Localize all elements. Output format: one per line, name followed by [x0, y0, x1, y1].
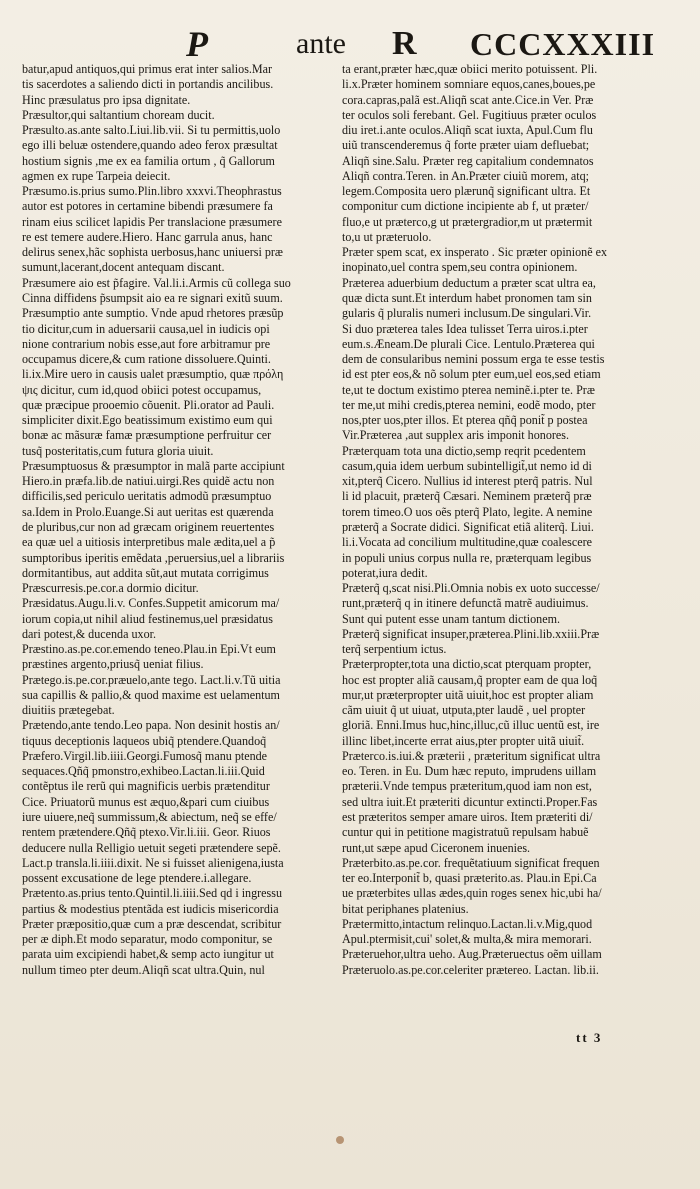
text-line: casum,quia idem uerbum subintelligit̃,ut nemo id di — [342, 458, 592, 473]
folio-number: CCCXXXIII — [470, 26, 656, 62]
text-line: Apul.ptermisit,cui' solet,& multa,& mira memorari. — [342, 932, 592, 947]
text-line: te,ut te doctum existimo pterea neminẽ.i.pter te. Præ — [342, 382, 595, 397]
running-head — [0, 24, 700, 64]
text-line: Præterbito.as.pe.cor. frequẽtatiuum significat frequen — [342, 855, 600, 870]
text-line: agmen ex rupe Tarpeia deiecit. — [22, 168, 171, 183]
text-line: quæ dicta sunt.Et interdum habet pronomen tam sin — [342, 290, 592, 305]
text-line: Lact.p transla.li.iiii.dixit. Ne si fuisset alienigena,iusta — [22, 855, 284, 870]
text-line: diu iret.i.ante oculos.Aliqñ scat iuxta, Apul.Cum flu — [342, 123, 593, 138]
text-line: sed ultra iuit.Et præteriti dicuntur extincti.Proper.Fas — [342, 794, 598, 809]
text-line: præterq̃ a Socrate didici. Significat etiã aliterq̃. Liui. — [342, 519, 594, 534]
text-line: Prætego.is.pe.cor.præuelo,ante tego. Lact.li.v.Tũ uitia — [22, 672, 281, 687]
text-line: hoc est propter aliã causam,q̃ propter eam de qua loq̃ — [342, 672, 598, 687]
left-column — [22, 62, 340, 978]
text-line: cuntur qui in petitione magistratuũ repulsam habuẽ — [342, 825, 589, 840]
text-line: Præsultor,qui saltantium choream ducit. — [22, 107, 215, 122]
text-line: fluo,e ut præterco,g ut prætergradior,m ut prætermit — [342, 214, 593, 229]
text-line: præterii.Vnde tempus præteritum,quod iam non est, — [342, 779, 592, 794]
text-line: Prætermitto,intactum relinquo.Lactan.li.v.Mig,quod — [342, 916, 593, 931]
text-line: torem timeo.O uos oẽs pterq̃ Plato, legite. A nemine — [342, 504, 593, 519]
text-line: Præstino.as.pe.cor.emendo teneo.Plau.in Epi.Vt eum — [22, 642, 276, 657]
text-line: eo. Teren. in Eu. Dum hæc reputo, imprudens uillam — [342, 764, 597, 779]
text-line: Si duo præterea tales Idea tulisset Terra uiros.i.pter — [342, 321, 588, 336]
text-line: Præterpropter,tota una dictio,scat pterquam propter, — [342, 657, 592, 672]
text-line: rentem prætendere.Qñq̃ ptexo.Vir.li.iii. Geor. Riuos — [22, 825, 271, 840]
text-line: Præterq̃ q,scat nisi.Pli.Omnia nobis ex uoto successe/ — [342, 581, 600, 596]
running-head-letter: R — [392, 25, 417, 62]
text-line: sumptoribus iperitis emẽdata ,peruersius,uel a librariis — [22, 550, 285, 565]
text-line: gularis q̃ pluralis numeri inclusum.De singulari.Vir. — [342, 306, 592, 321]
text-line: Cinna diffidens p̃sumpsit aio ea re signari exitũ suum. — [22, 290, 283, 305]
text-line: Præsulto.as.ante salto.Liui.lib.vii. Si tu permittis,uolo — [22, 123, 281, 138]
text-line: tusq̃ posteritatis,cum futura gloria uiuit. — [22, 443, 214, 458]
text-line: præstines argento,priusq̃ ueniat filius. — [22, 657, 204, 672]
text-line: quæ præcipue prooemio cõuenit. Pli.orator ad Pauli. — [22, 397, 275, 412]
text-line: inopinato,uel contra spem,seu contra opinionem. — [342, 260, 578, 275]
text-line: diuitiis prætegebat. — [22, 703, 115, 718]
text-line: nos,pter uos,pter illos. Et pterea qñq̃ ponit̃ p postea — [342, 413, 588, 428]
text-line: difficilis,sed periculo ueritatis admodũ præsumptuo — [22, 489, 272, 504]
text-line: contẽptus ile rerũ qui magnificis uerbis prætenditur — [22, 779, 270, 794]
text-line: ea quæ uel a uitiosis interpretibus male ædita,uel a p̃ — [22, 535, 276, 550]
text-line: Præterquam tota una dictio,semp reqrit pcedentem — [342, 443, 586, 458]
text-line: to,u ut præteruolo. — [342, 229, 432, 244]
text-line: cãm uiuit q̃ ut uiuat, utputa,pter laudẽ , uel propter — [342, 703, 586, 718]
text-line: li.x.Præter hominem somniare equos,canes,boues,pe — [342, 77, 596, 92]
text-line: Præsumere aio est p̃fagire. Val.li.i.Armis cũ collega suo — [22, 275, 291, 290]
text-line: gloriã. Enni.Imus huc,hinc,illuc,cũ illuc uentũ est, ire — [342, 718, 600, 733]
text-line: batur,apud antiquos,qui primus erat inter salios.Mar — [22, 62, 273, 76]
text-line: iorum copia,ut nihil aliud festinemus,uel præsidatus — [22, 611, 273, 626]
paper-stain — [336, 1136, 344, 1144]
text-line: Vir.Præterea ,aut supplex aris imponit honores. — [342, 428, 569, 443]
text-line: nullum timeo pter deum.Aliqñ scat ultra.Quin, nul — [22, 962, 265, 977]
text-line: de pluribus,cur non ad græcam originem reuertentes — [22, 519, 275, 534]
text-line: ter oculos soli ferebant. Gel. Fugitiuus præter oculos — [342, 107, 597, 122]
text-line: occupamus dicere,& cum ratione dissoluere.Quinti. — [22, 352, 271, 367]
text-line: li.i.Vocata ad concilium multitudine,quæ coalescere — [342, 535, 592, 550]
text-line: Hinc præsulatus pro ipsa dignitate. — [22, 92, 191, 107]
text-line: id est pter eos,& nõ solum pter eum,uel eos,sed etiam — [342, 367, 601, 382]
text-line: Prætendo,ante tendo.Leo papa. Non desinit hostis an/ — [22, 718, 280, 733]
text-line: tis sacerdotes a saliendo dicti in portandis ancilibus. — [22, 77, 274, 92]
text-line: Præter præpositio,quæ cum a præ descendat, scribitur — [22, 916, 282, 931]
text-line: Præter spem scat, ex insperato . Sic præter opinionẽ ex — [342, 245, 607, 260]
signature-mark: tt 3 — [576, 1030, 603, 1045]
text-line: poterat,iura dedit. — [342, 565, 428, 580]
text-line: autor est potores in certamine bibendi præsumere fa — [22, 199, 273, 214]
text-line: Præfero.Virgil.lib.iiii.Georgi.Fumosq̃ manu ptende — [22, 748, 268, 763]
text-line: xit,pterq̃ Cicero. Nullius id interest pterq̃ patris. Nul — [342, 474, 593, 489]
text-line: dem de consularibus nemini possum erga te esse testis — [342, 352, 605, 367]
text-line: Prætento.as.prius tento.Quintil.li.iiii.Sed qd i ingressu — [22, 886, 283, 901]
text-line: bonæ ac mãsuræ famæ præsumptione perfruitur cer — [22, 428, 272, 443]
text-line: ter eo.Interponit̃ b, quasi præterito.as. Plau.in Epi.Ca — [342, 871, 597, 886]
text-line: eum.s.Æneam.De plurali Cice. Lentulo.Præterea qui — [342, 336, 595, 351]
text-line: dormitantibus, aut addita sũt,aut mutata corrigimus — [22, 565, 269, 580]
right-column — [342, 62, 660, 978]
text-line: nione contrarium nobis esse,aut fore arbitramur pre — [22, 336, 271, 351]
text-line: li.ix.Mire uero in causis ualet præsumptio, quæ πρόλη — [22, 367, 284, 382]
text-line: Hiero.in præfa.lib.de natiui.uirgi.Res quidẽ actu non — [22, 474, 275, 489]
text-line: sequaces.Qñq̃ pmonstro,exhibeo.Lactan.li.iii.Quid — [22, 764, 265, 779]
text-line: sa.Idem in Prolo.Euange.Si aut ueritas est quærenda — [22, 504, 274, 519]
text-line: ter me,ut mihi credis,pterea nemini, eodẽ modo, pter — [342, 397, 596, 412]
text-line: uiũ transcenderemus q̃ forte præter uiam defluebat; — [342, 138, 590, 153]
text-line: re est temere audere.Hiero. Hanc garrula anus, hanc — [22, 229, 273, 244]
text-line: Præterco.is.iui.& præterii , præteritum significat ultra — [342, 748, 601, 763]
text-line: simpliciter dixit.Ego beatissimum existimo eum qui — [22, 413, 273, 428]
text-line: per æ diph.Et modo separatur, modo componitur, se — [22, 932, 273, 947]
text-line: sumunt,lacerant,docent antequam discant. — [22, 260, 225, 275]
text-line: bitat periphanes platenius. — [342, 901, 469, 916]
running-head-initial: P — [186, 24, 208, 64]
text-line: cora.capras,palã est.Aliqñ scat ante.Cice.in Ver. Præ — [342, 92, 594, 107]
text-line: rinam eius scilicet lapidis Per translacione præsumere — [22, 214, 282, 229]
text-line: terq̃ serpentium ictus. — [342, 642, 447, 657]
text-line: Præterea aduerbium deductum a præter scat ultra ea, — [342, 275, 596, 290]
text-line: Præterq̃ significat insuper,præterea.Plini.lib.xxiii.Præ — [342, 626, 600, 641]
text-line: runt,ut sæpe apud Ciceronem inuenies. — [342, 840, 531, 855]
text-line: partius & modestius ptentãda est iudicis misericordia — [22, 901, 279, 916]
text-line: Præsumptio ante sumptio. Vnde apud rhetores præsũp — [22, 306, 284, 321]
text-line: Sunt qui putent esse unam tantum dictionem. — [342, 611, 560, 626]
text-line: Cice. Priuatorũ munus est æquo,&pari cum ciuibus — [22, 794, 270, 809]
text-line: iure uiuere,neq̃ summissum,& abiectum, neq̃ se effe/ — [22, 810, 277, 825]
text-line: li id placuit, præterq̃ Cæsari. Neminem præterq̃ præ — [342, 489, 592, 504]
text-line: hostium signis ,me ex ea familia ortum , q̃ Gallorum — [22, 153, 275, 168]
text-line: illinc libet,incerte errat aius,pter propter uitã uiuit̃. — [342, 733, 585, 748]
text-line: dari potest,& ducenda uxor. — [22, 626, 157, 641]
text-line: Aliqñ sine.Salu. Præter reg capitalium condemnatos — [342, 153, 594, 168]
text-line: Præsumptuosus & præsumptor in malã parte accipiunt — [22, 458, 285, 473]
text-line: Aliqñ contra.Teren. in An.Præter ciuiũ morem, atq; — [342, 168, 590, 183]
text-line: ue præterbites ullas ædes,quin roges senex hic,ubi ha/ — [342, 886, 602, 901]
running-head-word: ante — [296, 27, 346, 60]
text-line: Præteruehor,ultra ueho. Aug.Præteruectus oẽm uillam — [342, 947, 602, 962]
text-line: Præteruolo.as.pe.cor.celeriter prætereo. Lactan. lib.ii. — [342, 962, 599, 977]
text-line: mur,ut præterpropter uitã uiuit,hoc est propter aliam — [342, 687, 594, 702]
text-line: est præteritos semper amare uiros. Item præteriti di/ — [342, 810, 593, 825]
text-line: tiquus deceptionis laqueos ubiq̃ ptendere.Quandoq̃ — [22, 733, 267, 748]
text-line: componitur cum dictione incipiente ab f, ut præter/ — [342, 199, 589, 214]
text-line: Præscurresis.pe.cor.a dormio dicitur. — [22, 581, 199, 596]
text-line: delirus senex,hãc sophista uerbosus,hanc uniuersi præ — [22, 245, 283, 260]
text-line: Præsumo.is.prius sumo.Plin.libro xxxvi.Theophrastus — [22, 184, 282, 199]
text-line: tio dicitur,cum in aduersarii causa,uel in iudicis opi — [22, 321, 270, 336]
text-line: ψις dicitur, cum id,quod obiici potest occupamus, — [22, 382, 262, 397]
text-line: sua capillis & pallio,& quod maxime est uelamentum — [22, 687, 280, 702]
text-line: possent excusatione de lege ptendere.i.allegare. — [22, 871, 252, 886]
text-line: parata uim excipiendi habet,& semp acto iungitur ut — [22, 947, 274, 962]
text-line: runt,præterq̃ q in itinere defunctã matrẽ audiuimus. — [342, 596, 589, 611]
text-line: Præsidatus.Augu.li.v. Confes.Suppetit amicorum ma/ — [22, 596, 280, 611]
text-line: in populi unius corpus nulla re, præterquam legibus — [342, 550, 592, 565]
text-line: legem.Composita uero plærunq̃ significant ultra. Et — [342, 184, 591, 199]
text-line: ta erant,præter hæc,quæ obiici merito potuissent. Pli. — [342, 62, 598, 76]
text-line: ego illi beluæ ostendere,quando adeo ferox præsultat — [22, 138, 278, 153]
text-line: deducere nulla Relligio uetuit segeti prætendere sepẽ. — [22, 840, 281, 855]
